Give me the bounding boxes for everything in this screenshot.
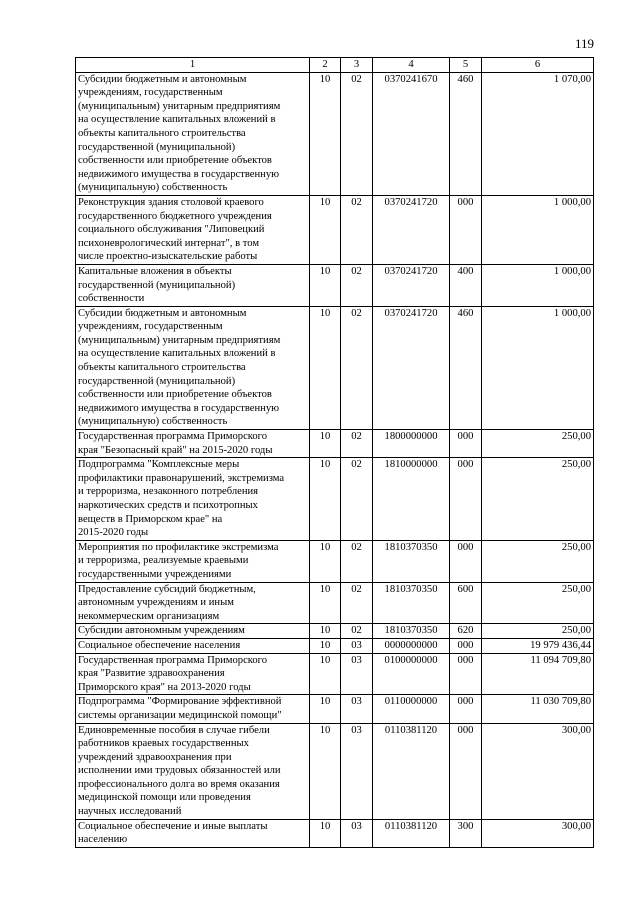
row-subsection-code: 02 — [341, 624, 373, 639]
table-row — [76, 653, 594, 695]
row-amount: 300,00 — [482, 723, 594, 819]
row-expense-type: 300 — [450, 819, 482, 847]
description-line: государственного бюджетного учреждения — [78, 210, 272, 222]
row-subsection-code: 03 — [341, 653, 373, 695]
row-expense-type: 460 — [450, 72, 482, 195]
row-expense-type: 000 — [450, 195, 482, 264]
description-line: Подпрограмма "Формирование эффективной — [78, 696, 282, 708]
description-line: автономным учреждениям и иным — [78, 597, 234, 609]
description-line: наркотических средств и психотропных — [78, 500, 258, 511]
row-amount: 250,00 — [482, 540, 594, 582]
row-amount: 250,00 — [482, 458, 594, 541]
description-line: собственности или приобретение объектов — [78, 389, 272, 401]
description-line: и терроризма, реализуемые краевыми — [78, 555, 249, 567]
row-subsection-code: 02 — [341, 540, 373, 582]
row-expense-type: 400 — [450, 264, 482, 306]
row-expense-type: 000 — [450, 458, 482, 541]
description-line: государственной (муниципальной) — [78, 141, 236, 153]
row-description — [76, 72, 310, 195]
row-target-code: 1810000000 — [373, 458, 450, 541]
table-row — [76, 458, 594, 541]
row-target-code: 0370241720 — [373, 195, 450, 264]
description-line: Подпрограмма "Комплексные меры — [78, 459, 240, 471]
row-target-code: 1810370350 — [373, 582, 450, 624]
row-section-code: 10 — [310, 695, 341, 723]
description-line: Субсидии бюджетным и автономным — [78, 307, 247, 319]
header-col-1: 1 — [76, 58, 310, 73]
description-line: Приморского края" на 2013-2020 годы — [78, 681, 251, 693]
header-col-4: 4 — [373, 58, 450, 73]
row-expense-type: 000 — [450, 430, 482, 458]
description-line: государственными учреждениями — [78, 568, 232, 580]
description-line: Субсидии бюджетным и автономным — [78, 73, 247, 85]
row-target-code: 0370241720 — [373, 306, 450, 429]
row-description — [76, 653, 310, 695]
row-section-code: 10 — [310, 72, 341, 195]
row-subsection-code: 02 — [341, 582, 373, 624]
row-description — [76, 819, 310, 847]
row-target-code: 1810370350 — [373, 540, 450, 582]
row-subsection-code: 03 — [341, 723, 373, 819]
description-line: (муниципальным) унитарным предприятиям — [78, 100, 281, 112]
description-line: государственной (муниципальной) — [78, 375, 236, 387]
row-section-code: 10 — [310, 430, 341, 458]
row-target-code: 0370241670 — [373, 72, 450, 195]
description-line: научных исследований — [78, 806, 182, 818]
description-line: медицинской помощи или проведения — [78, 792, 251, 804]
description-line: социального обслуживания "Липовецкий — [78, 224, 265, 236]
description-line: Субсидии автономным учреждениям — [78, 625, 245, 637]
row-description — [76, 264, 310, 306]
description-line: системы организации медицинской помощи" — [78, 709, 282, 721]
row-subsection-code: 03 — [341, 695, 373, 723]
row-expense-type: 000 — [450, 695, 482, 723]
header-col-5: 5 — [450, 58, 482, 73]
row-description — [76, 430, 310, 458]
row-subsection-code: 02 — [341, 306, 373, 429]
description-line: Капитальные вложения в объекты — [78, 265, 232, 277]
description-line: недвижимого имущества в государственную — [78, 168, 280, 180]
description-line: (муниципальную) собственность — [78, 416, 228, 428]
table-row — [76, 582, 594, 624]
table-row — [76, 430, 594, 458]
row-section-code: 10 — [310, 458, 341, 541]
row-target-code: 0100000000 — [373, 653, 450, 695]
header-col-6: 6 — [482, 58, 594, 73]
row-amount: 250,00 — [482, 430, 594, 458]
description-line: Государственная программа Приморского — [78, 654, 268, 666]
row-subsection-code: 02 — [341, 264, 373, 306]
row-expense-type: 000 — [450, 540, 482, 582]
table-row — [76, 540, 594, 582]
table-row — [76, 819, 594, 847]
row-amount: 11 030 709,80 — [482, 695, 594, 723]
row-expense-type: 620 — [450, 624, 482, 639]
description-line: собственности или приобретение объектов — [78, 155, 272, 167]
row-expense-type: 000 — [450, 723, 482, 819]
row-section-code: 10 — [310, 723, 341, 819]
description-line: исполнении ими трудовых обязанностей или — [78, 765, 281, 777]
description-line: Социальное обеспечение и иные выплаты — [78, 820, 268, 832]
row-description — [76, 723, 310, 819]
table-row — [76, 264, 594, 306]
table-row — [76, 723, 594, 819]
table-row — [76, 695, 594, 723]
description-line: профессионального долга во время оказания — [78, 778, 280, 790]
row-amount: 1 000,00 — [482, 264, 594, 306]
row-section-code: 10 — [310, 195, 341, 264]
description-line: Мероприятия по профилактике экстремизма — [78, 541, 279, 553]
row-section-code: 10 — [310, 540, 341, 582]
row-target-code: 0110381120 — [373, 819, 450, 847]
description-line: объекты капитального строительства — [78, 127, 246, 139]
row-subsection-code: 03 — [341, 819, 373, 847]
row-section-code: 10 — [310, 819, 341, 847]
page-number: 119 — [574, 36, 594, 51]
description-line: числе проектно-изыскательские работы — [78, 251, 258, 263]
row-amount: 19 979 436,44 — [482, 638, 594, 653]
description-line: 2015-2020 годы — [78, 527, 149, 539]
description-line: недвижимого имущества в государственную — [78, 402, 280, 414]
table-row — [76, 195, 594, 264]
row-subsection-code: 02 — [341, 458, 373, 541]
description-line: Предоставление субсидий бюджетным, — [78, 583, 256, 595]
description-line: населению — [78, 834, 128, 846]
description-line: края "Безопасный край" на 2015-2020 годы — [78, 444, 273, 456]
table-body — [76, 72, 594, 847]
row-amount: 11 094 709,80 — [482, 653, 594, 695]
row-target-code: 0370241720 — [373, 264, 450, 306]
row-description — [76, 624, 310, 639]
row-amount: 1 070,00 — [482, 72, 594, 195]
description-line: профилактики правонарушений, экстремизма — [78, 472, 285, 484]
row-section-code: 10 — [310, 638, 341, 653]
row-description — [76, 638, 310, 653]
row-expense-type: 600 — [450, 582, 482, 624]
description-line: учреждениям, государственным — [78, 321, 223, 333]
table-row — [76, 638, 594, 653]
row-target-code: 0110000000 — [373, 695, 450, 723]
table-row — [76, 72, 594, 195]
header-col-2: 2 — [310, 58, 341, 73]
row-section-code: 10 — [310, 582, 341, 624]
table-header-row — [76, 58, 594, 73]
description-line: учреждениям, государственным — [78, 87, 223, 99]
description-line: психоневрологический интернат", в том — [78, 237, 260, 249]
row-description — [76, 582, 310, 624]
row-target-code: 1810370350 — [373, 624, 450, 639]
description-line: учреждений здравоохранения при — [78, 751, 232, 763]
row-section-code: 10 — [310, 306, 341, 429]
row-description — [76, 695, 310, 723]
description-line: некоммерческим организациям — [78, 610, 220, 622]
row-subsection-code: 02 — [341, 72, 373, 195]
row-target-code: 0110381120 — [373, 723, 450, 819]
description-line: на осуществление капитальных вложений в — [78, 348, 276, 360]
row-amount: 250,00 — [482, 582, 594, 624]
row-target-code: 0000000000 — [373, 638, 450, 653]
row-amount: 250,00 — [482, 624, 594, 639]
row-expense-type: 000 — [450, 638, 482, 653]
description-line: (муниципальным) унитарным предприятиям — [78, 334, 281, 346]
row-amount: 1 000,00 — [482, 195, 594, 264]
row-expense-type: 460 — [450, 306, 482, 429]
description-line: края "Развитие здравоохранения — [78, 668, 225, 680]
description-line: Социальное обеспечение населения — [78, 639, 241, 651]
row-section-code: 10 — [310, 653, 341, 695]
row-description — [76, 540, 310, 582]
description-line: Государственная программа Приморского — [78, 431, 268, 443]
table-row — [76, 306, 594, 429]
row-description — [76, 195, 310, 264]
row-subsection-code: 03 — [341, 638, 373, 653]
row-subsection-code: 02 — [341, 430, 373, 458]
row-amount: 1 000,00 — [482, 306, 594, 429]
row-section-code: 10 — [310, 264, 341, 306]
table-row — [76, 624, 594, 639]
description-line: объекты капитального строительства — [78, 362, 246, 374]
description-line: Реконструкция здания столовой краевого — [78, 196, 264, 208]
description-line: (муниципальную) собственность — [78, 182, 228, 194]
row-subsection-code: 02 — [341, 195, 373, 264]
row-description — [76, 306, 310, 429]
description-line: на осуществление капитальных вложений в — [78, 114, 276, 126]
description-line: веществ в Приморском крае" на — [78, 513, 223, 525]
description-line: работников краевых государственных — [78, 738, 249, 750]
description-line: государственной (муниципальной) — [78, 279, 236, 291]
row-section-code: 10 — [310, 624, 341, 639]
description-line: и терроризма, незаконного потребления — [78, 486, 259, 498]
header-col-3: 3 — [341, 58, 373, 73]
row-target-code: 1800000000 — [373, 430, 450, 458]
description-line: Единовременные пособия в случае гибели — [78, 724, 270, 736]
row-amount: 300,00 — [482, 819, 594, 847]
description-line: собственности — [78, 293, 145, 305]
budget-table — [75, 57, 594, 848]
row-expense-type: 000 — [450, 653, 482, 695]
row-description — [76, 458, 310, 541]
